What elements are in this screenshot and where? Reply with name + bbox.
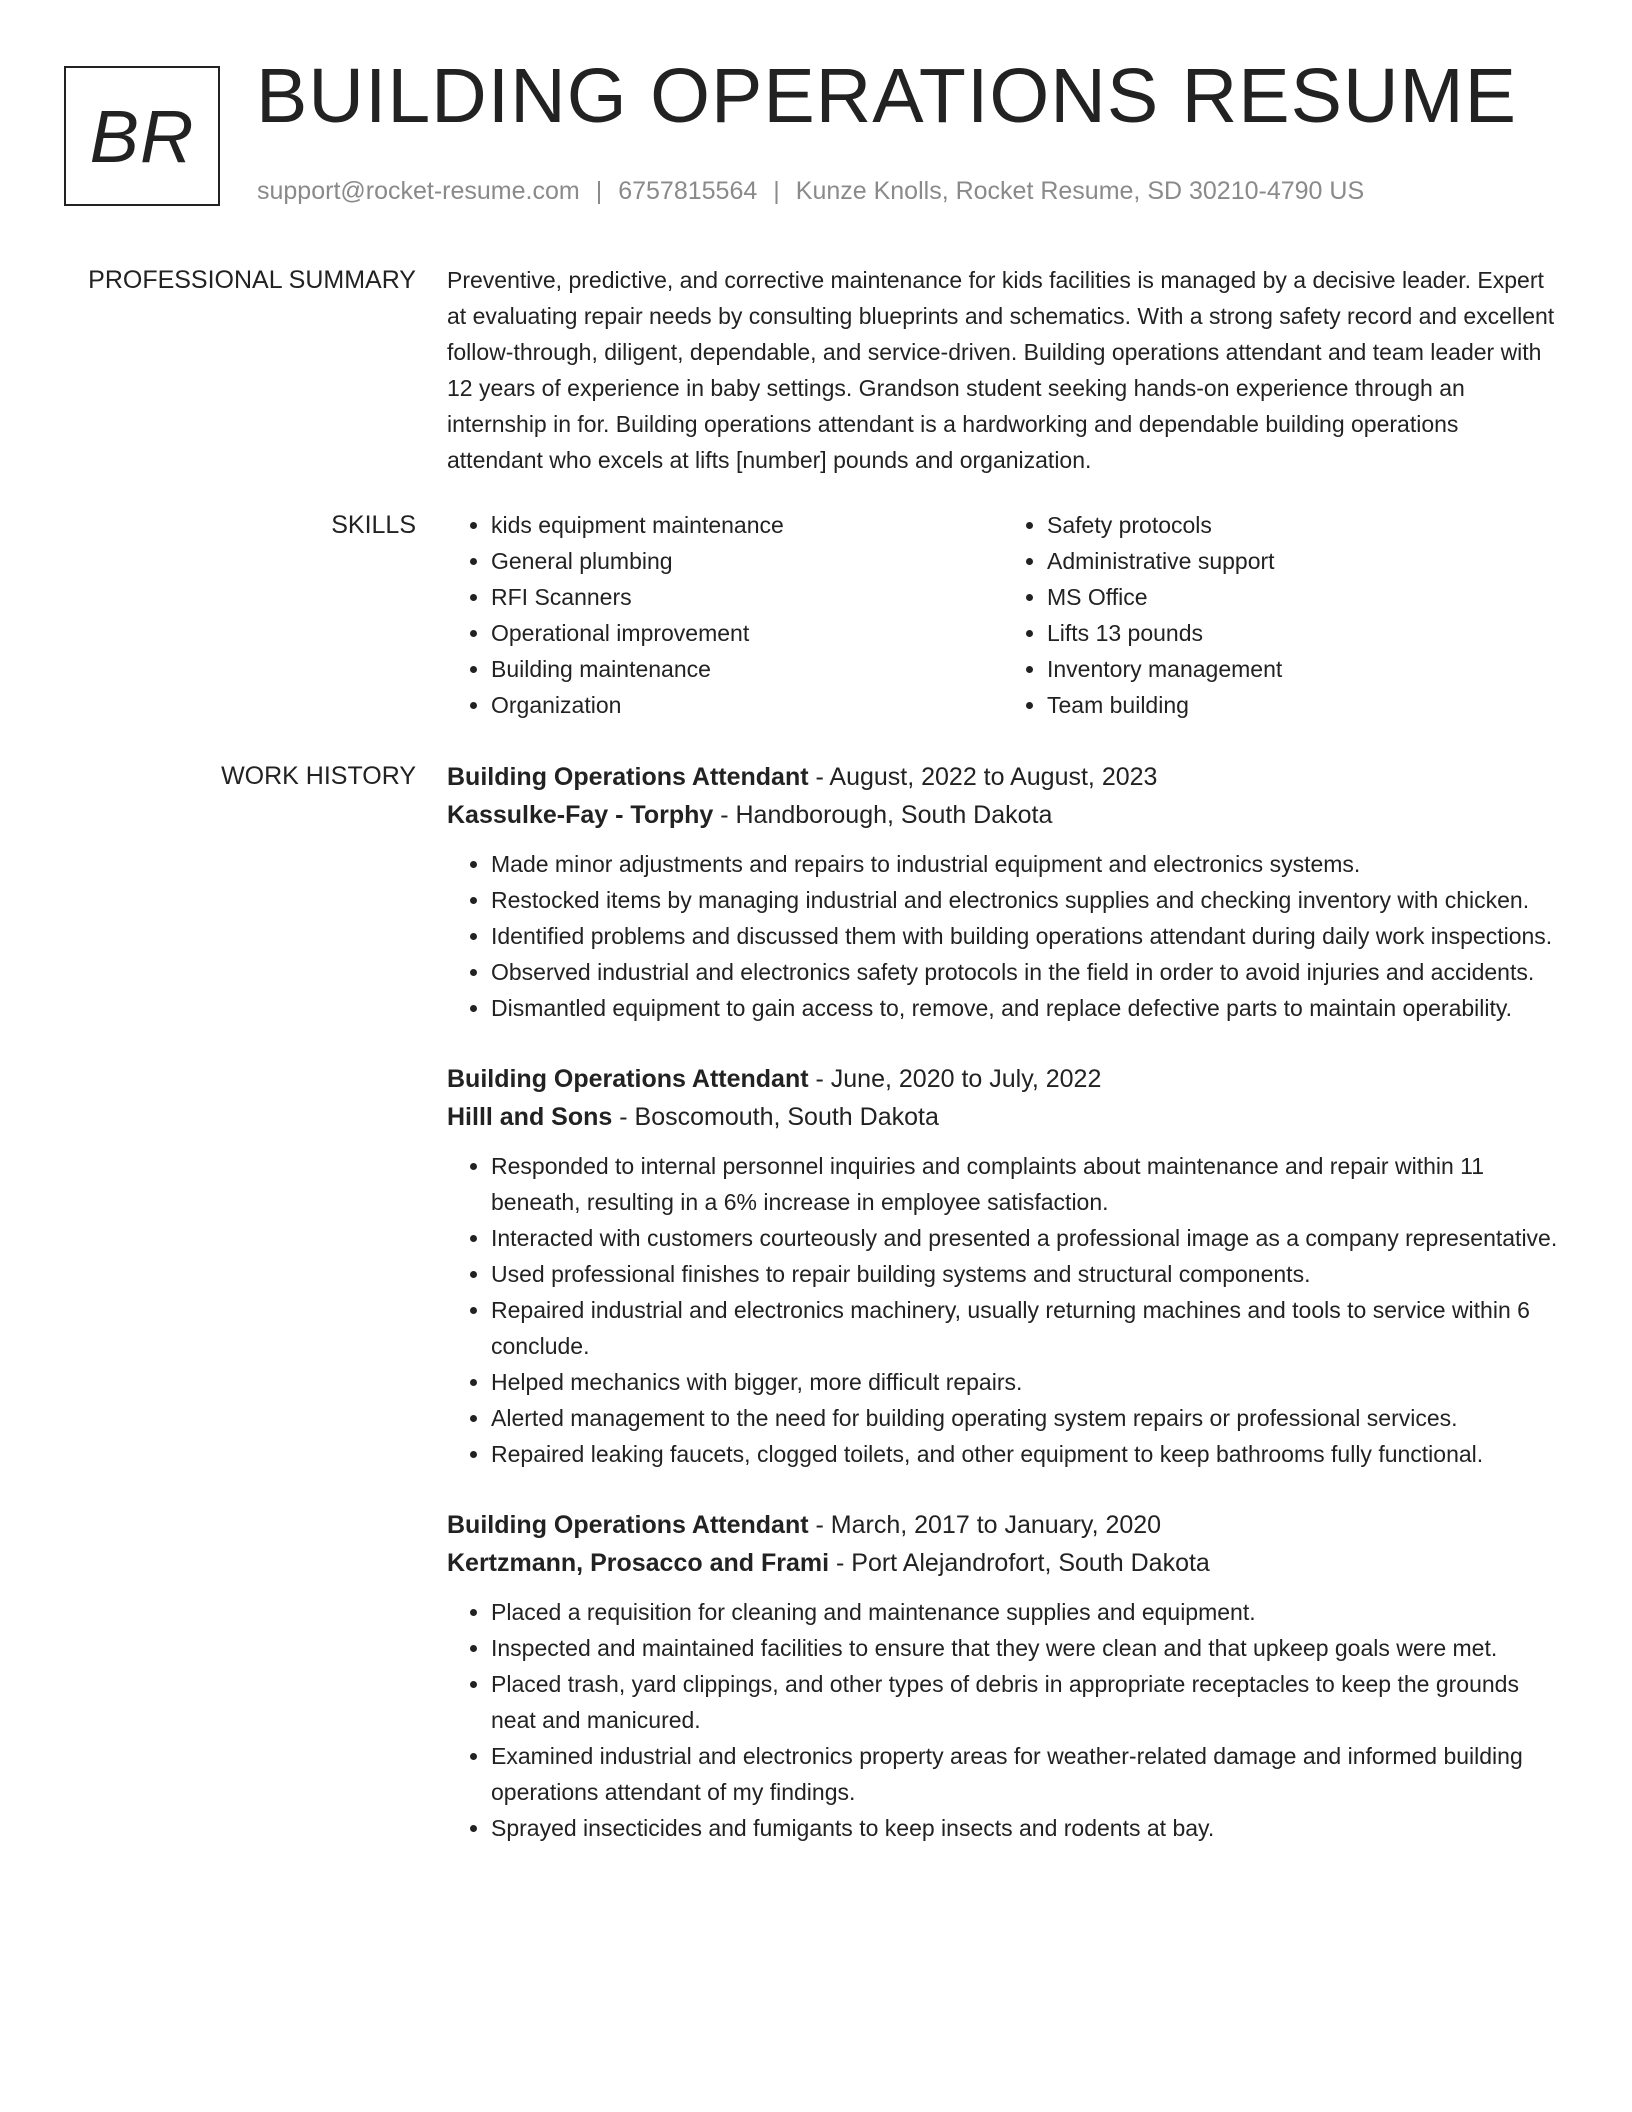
job-dates: - August, 2022 to August, 2023 — [808, 763, 1158, 791]
contact-address: Kunze Knolls, Rocket Resume, SD 30210-4790 US — [795, 177, 1365, 205]
job-bullet: • Restocked items by managing industrial and electronics supplies and checking inventory with chicken. — [491, 882, 1559, 918]
job-bullet: • Used professional finishes to repair building systems and structural components. — [491, 1256, 1559, 1292]
skill-item: • Operational improvement — [491, 615, 1003, 651]
job-company-line — [447, 1098, 1559, 1136]
contact-phone[interactable]: 6757815564 — [618, 177, 758, 205]
skill-item: • Team building — [1047, 687, 1559, 723]
job-bullet: • Interacted with customers courteously and presented a professional image as a company representative. — [491, 1220, 1559, 1256]
job-bullet: • Examined industrial and electronics property areas for weather-related damage and informed building operations attendant of my findings. — [491, 1738, 1559, 1810]
job-bullet: • Repaired industrial and electronics machinery, usually returning machines and tools to service within 6 conclude. — [491, 1292, 1559, 1364]
contact-email[interactable]: support@rocket-resume.com — [257, 177, 580, 205]
job-role: Building Operations Attendant — [447, 1511, 809, 1539]
skill-item: • Organization — [491, 687, 1003, 723]
job-location: - Boscomouth, South Dakota — [612, 1103, 939, 1131]
job-dates: - March, 2017 to January, 2020 — [808, 1511, 1162, 1539]
job-bullet: • Placed a requisition for cleaning and maintenance supplies and equipment. — [491, 1594, 1559, 1630]
contact-line — [257, 177, 1364, 206]
job-company: Hilll and Sons — [447, 1103, 613, 1131]
contact-separator: | — [773, 177, 780, 205]
job-bullet: • Sprayed insecticides and fumigants to keep insects and rodents at bay. — [491, 1810, 1559, 1846]
skills-heading: SKILLS — [331, 511, 416, 539]
job-bullet: • Placed trash, yard clippings, and other types of debris in appropriate receptacles to keep the grounds neat and manicured. — [491, 1666, 1559, 1738]
job-bullet: • Repaired leaking faucets, clogged toilets, and other equipment to keep bathrooms fully functional. — [491, 1436, 1559, 1472]
skill-item: • RFI Scanners — [491, 579, 1003, 615]
skill-item: • Administrative support — [1047, 543, 1559, 579]
skills-list-left — [447, 507, 1003, 723]
job-bullet: • Identified problems and discussed them with building operations attendant during daily work inspections. — [491, 918, 1559, 954]
job-bullet-list — [447, 846, 1559, 1026]
job-bullet: • Observed industrial and electronics safety protocols in the field in order to avoid injuries and accidents. — [491, 954, 1559, 990]
summary-text: Preventive, predictive, and corrective maintenance for kids facilities is managed by a decisive leader. Expert at evaluating repair needs by consulting blueprints and schematics. With a strong safety record and excellent follow-through, diligent, dependable, and service-driven. Building operations attendant and team leader with 12 years of experience in baby settings. Grandson student seeking hands-on experience through an internship in for. Building operations attendant is a hardworking and dependable building operations attendant who excels at lifts [number] pounds and organization. — [447, 267, 1555, 473]
job-title-line — [447, 758, 1559, 796]
job-bullet: • Alerted management to the need for building operating system repairs or professional services. — [491, 1400, 1559, 1436]
skill-item: • General plumbing — [491, 543, 1003, 579]
skill-item: • MS Office — [1047, 579, 1559, 615]
job-entry — [447, 758, 1559, 1026]
job-bullet: • Inspected and maintained facilities to ensure that they were clean and that upkeep goals were met. — [491, 1630, 1559, 1666]
work-history-heading: WORK HISTORY — [221, 762, 416, 790]
skill-item: • Building maintenance — [491, 651, 1003, 687]
job-bullet-list — [447, 1594, 1559, 1846]
job-company: Kassulke-Fay - Torphy — [447, 801, 714, 829]
skill-item: • Safety protocols — [1047, 507, 1559, 543]
skills-body — [447, 507, 1559, 723]
job-title-line — [447, 1506, 1559, 1544]
resume-title: BUILDING OPERATIONS RESUME — [256, 53, 1518, 139]
job-bullet: • Dismantled equipment to gain access to, remove, and replace defective parts to maintain operability. — [491, 990, 1559, 1026]
skill-item: • Lifts 13 pounds — [1047, 615, 1559, 651]
job-role: Building Operations Attendant — [447, 1065, 809, 1093]
skill-item: • Inventory management — [1047, 651, 1559, 687]
work-history-body — [447, 758, 1559, 1880]
summary-body — [447, 262, 1559, 478]
job-dates: - June, 2020 to July, 2022 — [808, 1065, 1102, 1093]
contact-separator: | — [595, 177, 603, 205]
job-bullet-list — [447, 1148, 1559, 1472]
job-role: Building Operations Attendant — [447, 763, 809, 791]
job-company: Kertzmann, Prosacco and Frami — [447, 1549, 830, 1577]
job-bullet: • Responded to internal personnel inquiries and complaints about maintenance and repair within 11 beneath, resulting in a 6% increase in employee satisfaction. — [491, 1148, 1559, 1220]
job-company-line — [447, 796, 1559, 834]
job-bullet: • Helped mechanics with bigger, more difficult repairs. — [491, 1364, 1559, 1400]
skill-item: • kids equipment maintenance — [491, 507, 1003, 543]
job-location: - Port Alejandrofort, South Dakota — [829, 1549, 1210, 1577]
job-entry — [447, 1060, 1559, 1472]
monogram-logo: BR — [64, 66, 220, 206]
job-bullet: • Made minor adjustments and repairs to industrial equipment and electronics systems. — [491, 846, 1559, 882]
summary-heading: PROFESSIONAL SUMMARY — [88, 266, 416, 294]
job-title-line — [447, 1060, 1559, 1098]
job-entry — [447, 1506, 1559, 1846]
skills-list-right — [1003, 507, 1559, 723]
job-company-line — [447, 1544, 1559, 1582]
job-location: - Handborough, South Dakota — [713, 801, 1053, 829]
